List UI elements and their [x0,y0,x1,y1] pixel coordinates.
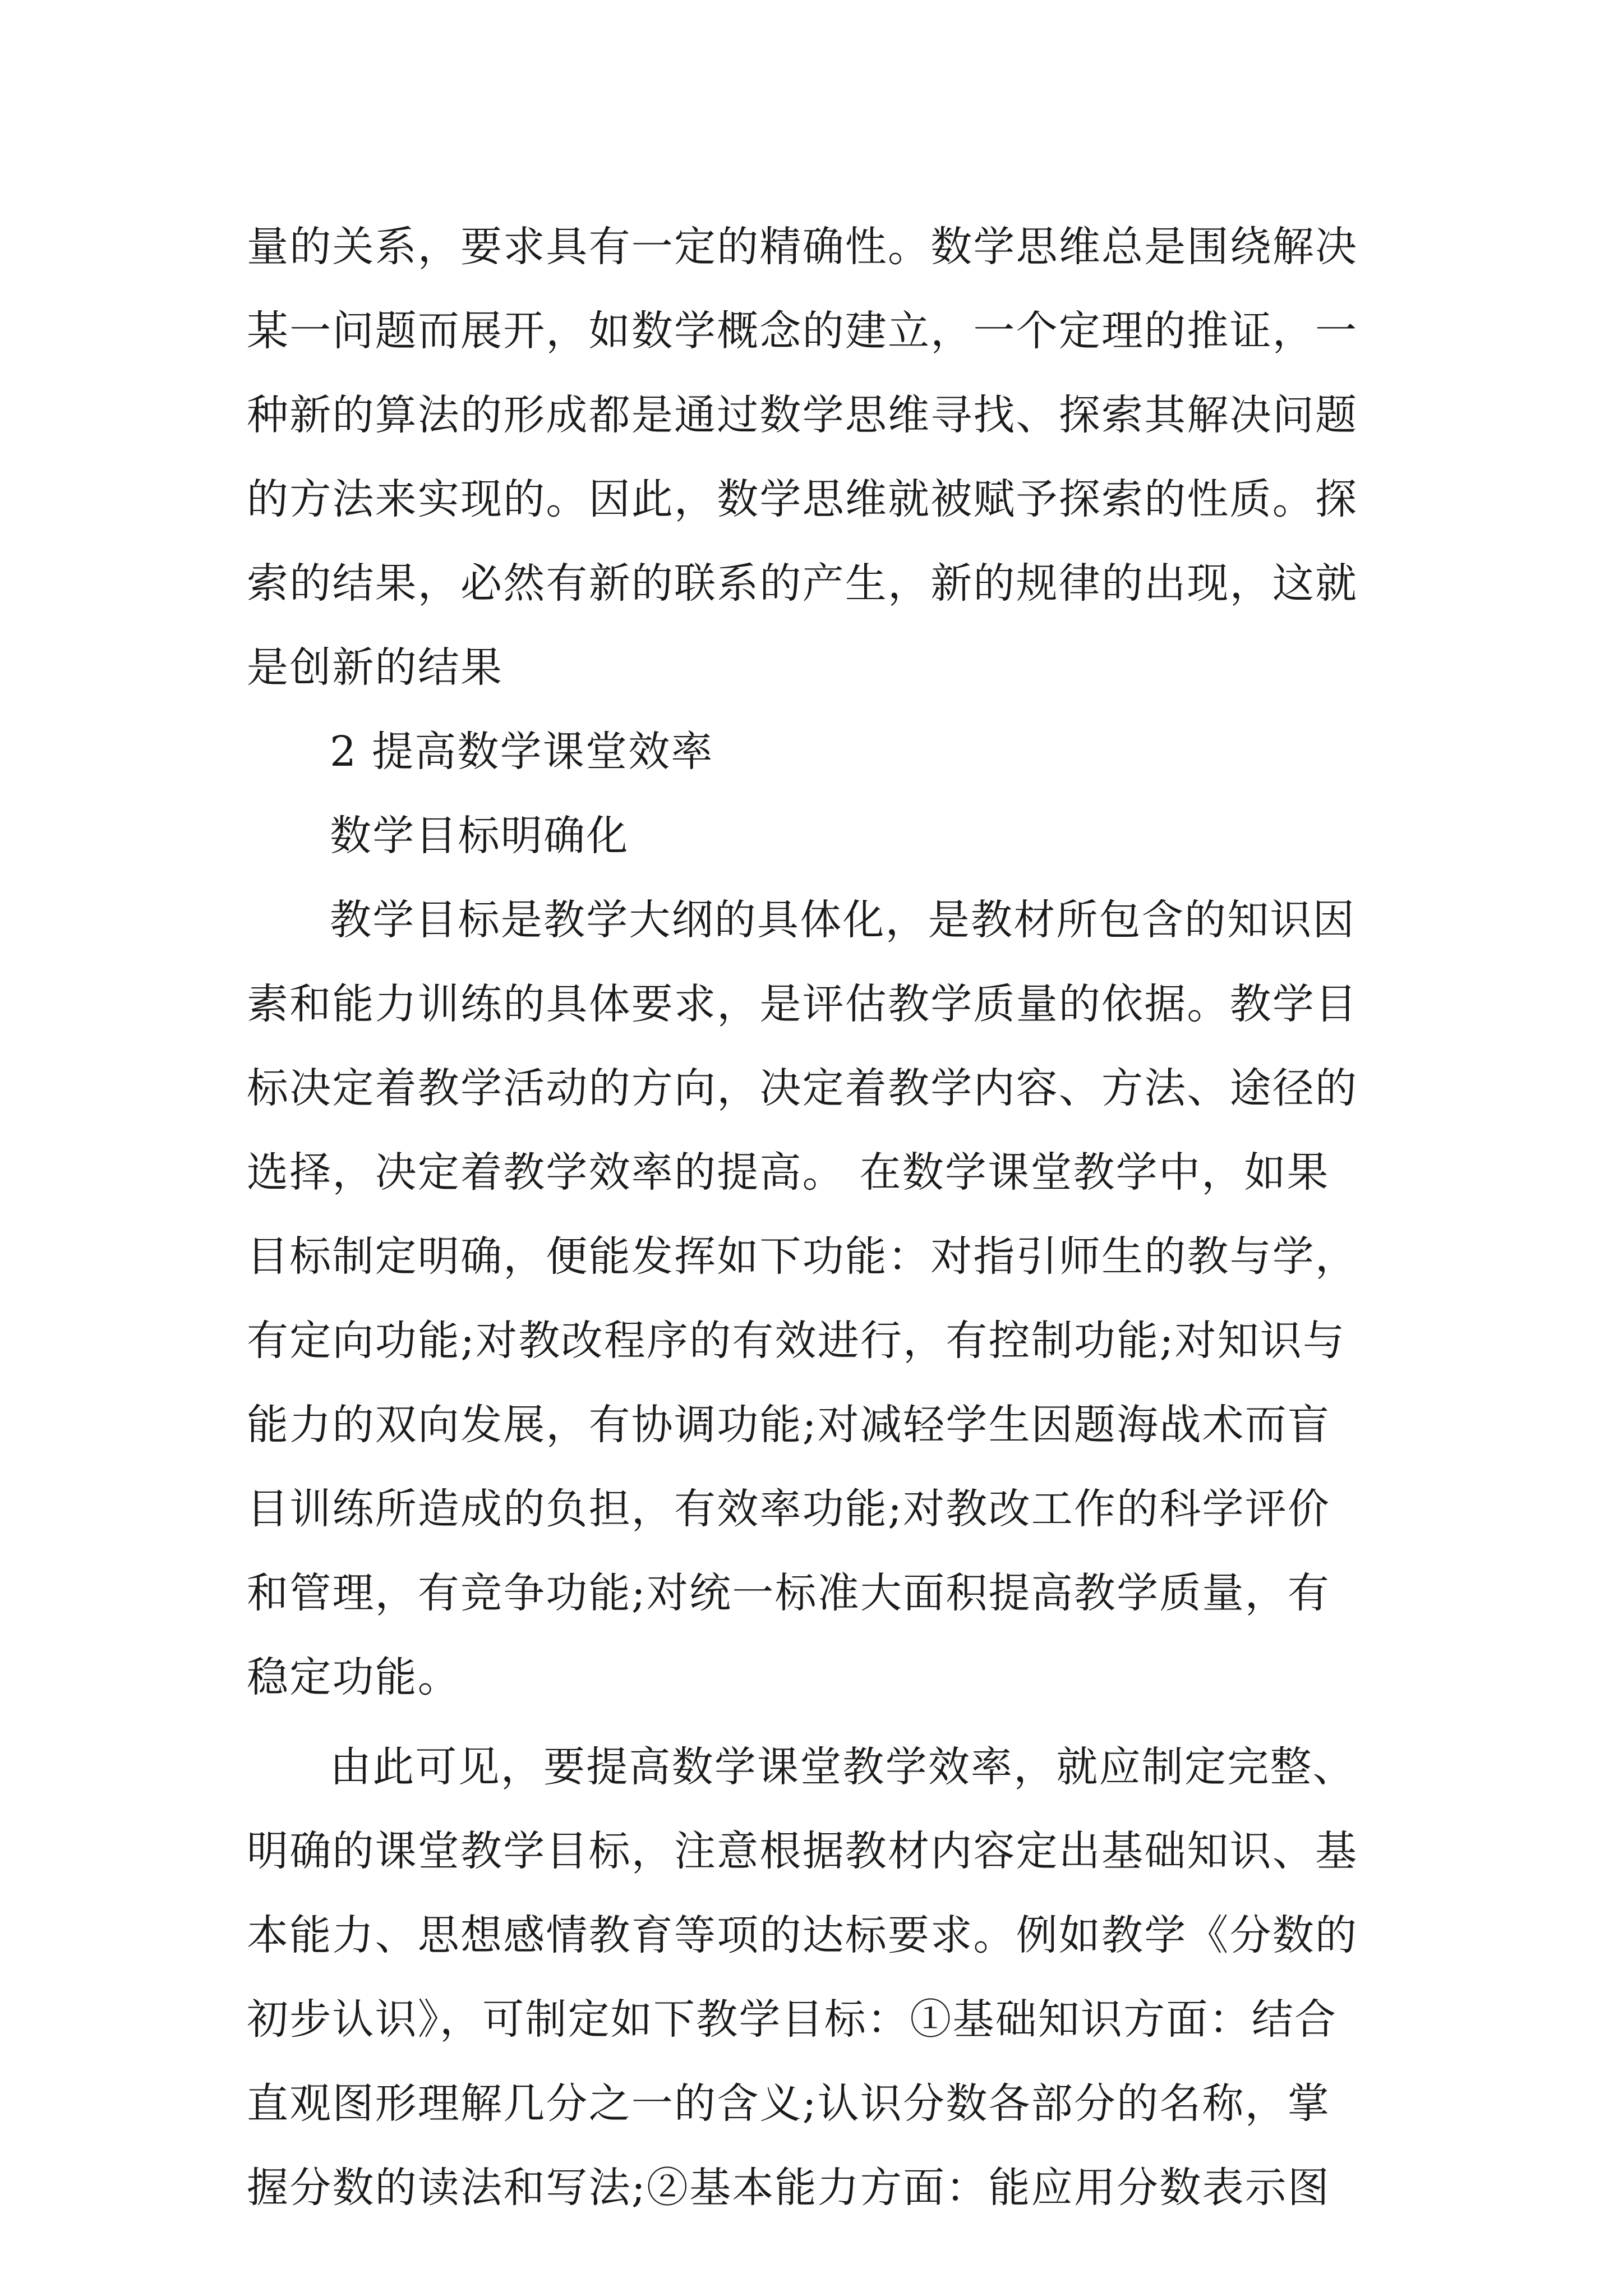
text-line: 明确的课堂教学目标，注意根据教材内容定出基础知识、基 [247,1827,1358,1875]
text-line: 量的关系，要求具有一定的精确性。数学思维总是围绕解决 [247,223,1358,271]
paragraph-start-line: 由此可见，要提高数学课堂教学效率，就应制定完整、 [330,1743,1355,1791]
text-line: 本能力、思想感情教育等项的达标要求。例如教学《分数的 [247,1911,1358,1959]
text-line: 直观图形理解几分之一的含义;认识分数各部分的名称，掌 [247,2079,1331,2128]
text-line: 索的结果，必然有新的联系的产生，新的规律的出现，这就 [247,559,1358,608]
text-line: 标决定着教学活动的方向，决定着教学内容、方法、途径的 [247,1064,1358,1112]
text-line: 素和能力训练的具体要求，是评估教学质量的依据。教学目 [247,980,1358,1028]
text-line: 稳定功能。 [247,1653,460,1701]
text-line: 的方法来实现的。因此，数学思维就被赋予探索的性质。探 [247,475,1358,523]
text-line: 目训练所造成的负担，有效率功能;对教改工作的科学评价 [247,1485,1331,1533]
text-line: 目标制定明确，便能发挥如下功能：对指引师生的教与学， [247,1232,1358,1281]
text-line: 种新的算法的形成都是通过数学思维寻找、探索其解决问题 [247,391,1358,439]
text-line: 和管理，有竞争功能;对统一标准大面积提高教学质量，有 [247,1569,1331,1617]
section-heading: 2 提高数学课堂效率 [330,728,714,776]
text-line: 能力的双向发展，有协调功能;对减轻学生因题海战术而盲 [247,1401,1331,1449]
paragraph-start-line: 教学目标是教学大纲的具体化，是教材所包含的知识因 [330,896,1355,944]
subsection-heading: 数学目标明确化 [330,812,629,860]
text-line: 有定向功能;对教改程序的有效进行，有控制功能;对知识与 [247,1317,1346,1365]
document-body [247,205,1385,2230]
text-line: 某一问题而展开，如数学概念的建立，一个定理的推证，一 [247,307,1358,355]
text-line: 握分数的读法和写法;②基本能力方面：能应用分数表示图 [247,2164,1331,2212]
text-line: 初步认识》，可制定如下教学目标：①基础知识方面：结合 [247,1995,1338,2044]
text-line: 选择，决定着教学效率的提高。 在数学课堂教学中，如果 [247,1148,1330,1197]
text-line: 是创新的结果 [247,643,504,692]
